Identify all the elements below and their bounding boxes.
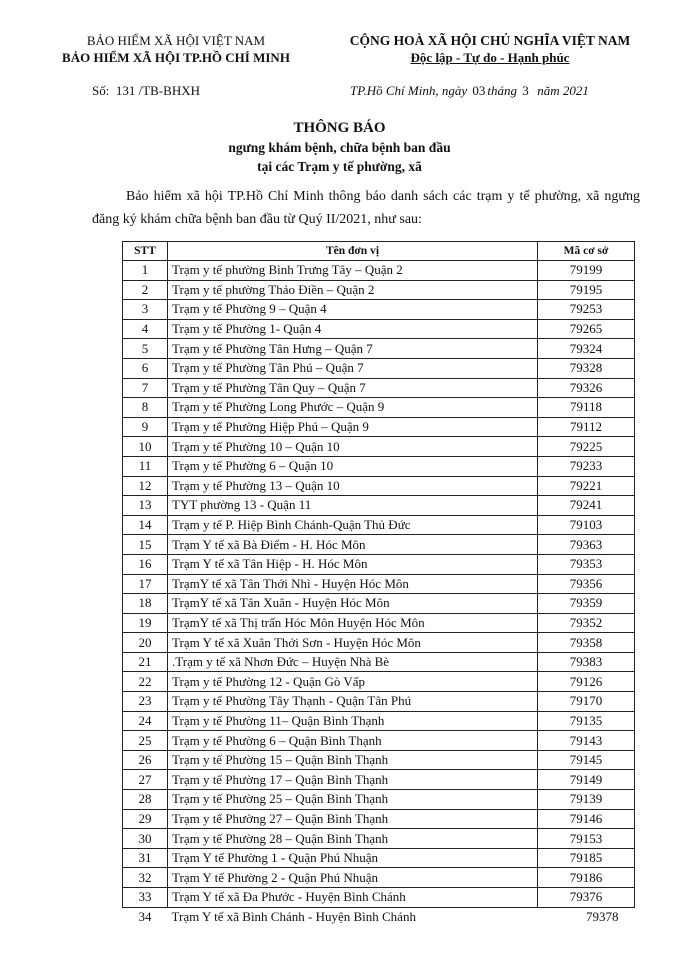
row-unit-name: Trạm y tế Phường 6 – Quận 10 [168, 456, 538, 476]
date-year: năm 2021 [537, 83, 589, 98]
row-unit-name: .Trạm y tế xã Nhơn Đức – Huyện Nhà Bè [168, 652, 538, 672]
row-unit-name: Trạm y tế phường Thảo Điền – Quận 2 [168, 280, 538, 300]
table-row [123, 692, 635, 712]
row-stt: 5 [123, 339, 168, 359]
row-stt: 8 [123, 398, 168, 418]
row-stt: 21 [123, 652, 168, 672]
row-facility-code: 79352 [538, 613, 635, 633]
table-row [123, 907, 635, 926]
motto-text: Độc lập - Tự do - Hạnh phúc [410, 50, 570, 65]
table-row [123, 711, 635, 731]
row-unit-name: Trạm Y tế xã Xuân Thới Sơn - Huyện Hóc Môn [168, 633, 538, 653]
row-stt: 15 [123, 535, 168, 555]
nation-name: CỘNG HOÀ XÃ HỘI CHỦ NGHĨA VIỆT NAM [349, 33, 631, 48]
row-facility-code: 79145 [538, 750, 635, 770]
row-unit-name: Trạm y tế Phường 6 – Quận Bình Thạnh [168, 731, 538, 751]
table-row [123, 613, 635, 633]
row-unit-name: Trạm y tế Phường 9 – Quận 4 [168, 300, 538, 320]
table-row [123, 594, 635, 614]
number-label: Số: [92, 83, 110, 98]
row-facility-code: 79199 [538, 261, 635, 281]
row-unit-name: Trạm y tế P. Hiệp Bình Chánh-Quận Thủ Đức [168, 515, 538, 535]
row-stt: 10 [123, 437, 168, 457]
row-unit-name: Trạm y tế Phường Long Phước – Quận 9 [168, 398, 538, 418]
column-header-unit-name: Tên đơn vị [168, 242, 538, 261]
row-facility-code: 79265 [538, 319, 635, 339]
row-facility-code: 79170 [538, 692, 635, 712]
row-facility-code: 79195 [538, 280, 635, 300]
column-header-stt: STT [123, 242, 168, 261]
column-header-facility-code: Mã cơ sở [538, 242, 635, 261]
row-facility-code: 79233 [538, 456, 635, 476]
document-number [92, 83, 200, 99]
row-facility-code: 79103 [538, 515, 635, 535]
row-unit-name: Trạm y tế Phường 10 – Quận 10 [168, 437, 538, 457]
row-stt: 13 [123, 496, 168, 516]
table-row [123, 437, 635, 457]
table-row [123, 868, 635, 888]
row-stt: 27 [123, 770, 168, 790]
row-stt: 25 [123, 731, 168, 751]
table-row [123, 731, 635, 751]
row-facility-code: 79185 [538, 848, 635, 868]
title-line-2: ngưng khám bệnh, chữa bệnh ban đầu [228, 140, 451, 155]
row-facility-code: 79353 [538, 554, 635, 574]
row-stt: 20 [123, 633, 168, 653]
table-row [123, 574, 635, 594]
date-month-label: tháng [487, 83, 518, 98]
national-header [330, 32, 650, 66]
row-unit-name: TrạmY tế xã Thị trấn Hóc Môn Huyện Hóc Môn [168, 613, 538, 633]
table-row [123, 652, 635, 672]
row-stt: 2 [123, 280, 168, 300]
table-row [123, 456, 635, 476]
row-unit-name: Trạm Y tế Phường 2 - Quận Phú Nhuận [168, 868, 538, 888]
row-stt: 12 [123, 476, 168, 496]
row-unit-name: Trạm y tế Phường 27 – Quận Bình Thạnh [168, 809, 538, 829]
row-unit-name: Trạm Y tế xã Đa Phước - Huyện Bình Chánh [168, 888, 538, 908]
table-row [123, 300, 635, 320]
row-facility-code: 79376 [538, 888, 635, 908]
title-line-3: tại các Trạm y tế phường, xã [257, 159, 422, 174]
row-facility-code: 79149 [538, 770, 635, 790]
table-row [123, 633, 635, 653]
row-stt: 28 [123, 790, 168, 810]
table-row [123, 515, 635, 535]
row-stt: 6 [123, 358, 168, 378]
health-station-table [122, 241, 635, 926]
issuing-org-name: BẢO HIỂM XÃ HỘI TP.HỒ CHÍ MINH [62, 50, 290, 65]
row-facility-code: 79153 [538, 829, 635, 849]
row-stt: 23 [123, 692, 168, 712]
row-unit-name: Trạm y tế Phường Tân Phú – Quận 7 [168, 358, 538, 378]
row-stt: 30 [123, 829, 168, 849]
row-stt: 18 [123, 594, 168, 614]
row-facility-code: 79326 [538, 378, 635, 398]
row-facility-code: 79383 [538, 652, 635, 672]
row-stt: 1 [123, 261, 168, 281]
table-row [123, 476, 635, 496]
row-facility-code: 79135 [538, 711, 635, 731]
row-facility-code: 79118 [538, 398, 635, 418]
row-unit-name: Trạm Y tế Phường 1 - Quận Phú Nhuận [168, 848, 538, 868]
date-place: TP.Hồ Chí Minh, ngày [350, 83, 468, 98]
row-stt: 19 [123, 613, 168, 633]
table-row [123, 809, 635, 829]
row-facility-code: 79225 [538, 437, 635, 457]
table-row [123, 496, 635, 516]
number-value: 131 [115, 83, 136, 98]
table-row [123, 848, 635, 868]
row-facility-code: 79112 [538, 417, 635, 437]
row-facility-code: 79324 [538, 339, 635, 359]
table-row [123, 888, 635, 908]
row-facility-code: 79328 [538, 358, 635, 378]
row-unit-name: Trạm Y tế xã Bình Chánh - Huyện Bình Chánh [171, 908, 416, 924]
number-suffix: /TB-BHXH [138, 83, 200, 98]
row-unit-name: Trạm y tế Phường Tân Hưng – Quận 7 [168, 339, 538, 359]
row-stt: 3 [123, 300, 168, 320]
row-unit-name: Trạm y tế phường Bình Trưng Tây – Quận 2 [168, 261, 538, 281]
row-facility-code: 79363 [538, 535, 635, 555]
table-row [123, 398, 635, 418]
title-line-1: THÔNG BÁO [293, 120, 386, 136]
table-row [123, 554, 635, 574]
date-day: 03 [472, 83, 486, 98]
national-motto [330, 49, 650, 66]
table-row [123, 672, 635, 692]
table-row [123, 829, 635, 849]
row-unit-name: Trạm y tế Phường Tân Quy – Quận 7 [168, 378, 538, 398]
row-stt: 9 [123, 417, 168, 437]
notice-title [0, 118, 679, 176]
row-unit-name: Trạm y tế Phường 11– Quận Bình Thạnh [168, 711, 538, 731]
table-row [123, 319, 635, 339]
table-row [123, 280, 635, 300]
row-stt: 31 [123, 848, 168, 868]
row-unit-name: Trạm y tế Phường 1- Quận 4 [168, 319, 538, 339]
parent-org-name: BẢO HIỂM XÃ HỘI VIỆT NAM [86, 33, 266, 48]
row-unit-name: TYT phường 13 - Quận 11 [168, 496, 538, 516]
row-unit-name: Trạm y tế Phường Tây Thạnh - Quận Tân Phú [168, 692, 538, 712]
row-stt: 7 [123, 378, 168, 398]
row-stt: 14 [123, 515, 168, 535]
row-unit-name: Trạm Y tế xã Tân Hiệp - H. Hóc Môn [168, 554, 538, 574]
row-facility-code: 79378 [586, 908, 619, 924]
table-row [123, 261, 635, 281]
table-row [123, 339, 635, 359]
issuer-header [56, 32, 296, 66]
row-facility-code: 79358 [538, 633, 635, 653]
row-unit-name: Trạm y tế Phường 28 – Quận Bình Thạnh [168, 829, 538, 849]
row-unit-name: Trạm y tế Phường 25 – Quận Bình Thạnh [168, 790, 538, 810]
table-row [123, 750, 635, 770]
row-unit-name: Trạm y tế Phường 12 - Quận Gò Vấp [168, 672, 538, 692]
row-unit-name: Trạm y tế Phường 15 – Quận Bình Thạnh [168, 750, 538, 770]
row-unit-name: Trạm y tế Phường 17 – Quận Bình Thạnh [168, 770, 538, 790]
row-facility-code: 79241 [538, 496, 635, 516]
row-facility-code: 79146 [538, 809, 635, 829]
row-facility-code: 79356 [538, 574, 635, 594]
table-row [123, 535, 635, 555]
document-date [350, 83, 589, 99]
row-facility-code: 79186 [538, 868, 635, 888]
row-facility-code: 79253 [538, 300, 635, 320]
table-row [123, 770, 635, 790]
date-month: 3 [522, 83, 529, 98]
row-facility-code: 79359 [538, 594, 635, 614]
row-unit-name: Trạm y tế Phường Hiệp Phú – Quận 9 [168, 417, 538, 437]
row-stt: 24 [123, 711, 168, 731]
row-stt: 26 [123, 750, 168, 770]
row-facility-code: 79139 [538, 790, 635, 810]
row-stt: 29 [123, 809, 168, 829]
row-stt: 33 [123, 888, 168, 908]
row-stt: 16 [123, 554, 168, 574]
row-stt: 32 [123, 868, 168, 888]
table-row [123, 378, 635, 398]
row-unit-name: TrạmY tế xã Tân Thới Nhì - Huyện Hóc Môn [168, 574, 538, 594]
row-facility-code: 79143 [538, 731, 635, 751]
row-stt: 22 [123, 672, 168, 692]
row-stt: 4 [123, 319, 168, 339]
row-stt: 34 [138, 908, 152, 924]
table-header-row [123, 242, 635, 261]
row-unit-name: Trạm Y tế xã Bà Điểm - H. Hóc Môn [168, 535, 538, 555]
row-stt: 17 [123, 574, 168, 594]
row-unit-name: TrạmY tế xã Tân Xuân - Huyện Hóc Môn [168, 594, 538, 614]
row-stt: 11 [123, 456, 168, 476]
row-facility-code: 79126 [538, 672, 635, 692]
table-row [123, 358, 635, 378]
row-facility-code: 79221 [538, 476, 635, 496]
row-unit-name: Trạm y tế Phường 13 – Quận 10 [168, 476, 538, 496]
table-row [123, 417, 635, 437]
table-row [123, 790, 635, 810]
intro-paragraph: Bảo hiểm xã hội TP.Hồ Chí Minh thông báo danh sách các trạm y tế phường, xã ngưng đăng ký khám chữa bệnh ban đầu từ Quý II/2021, như sau: [92, 189, 640, 227]
